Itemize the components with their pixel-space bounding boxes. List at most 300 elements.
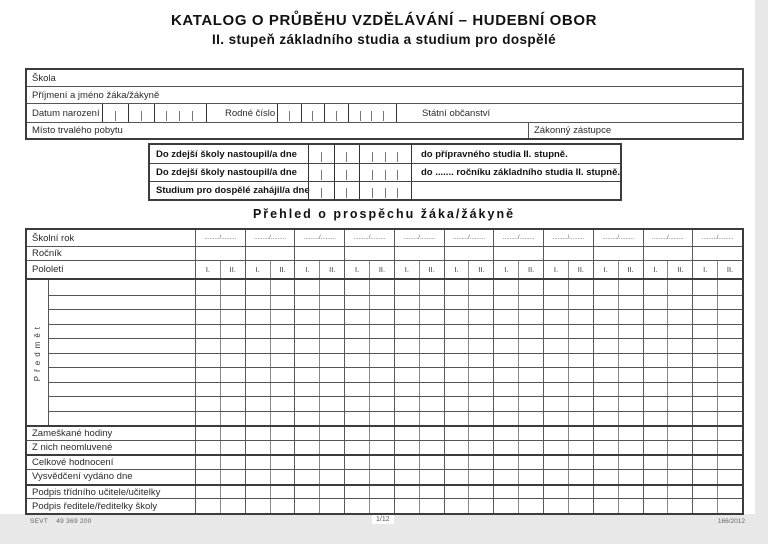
summary-cell bbox=[643, 427, 668, 440]
grade-cell bbox=[518, 339, 543, 353]
summary-cell bbox=[294, 499, 319, 513]
digit-box bbox=[142, 104, 155, 122]
grade-cell bbox=[717, 325, 742, 339]
grade-cell bbox=[419, 383, 444, 397]
grade-cell bbox=[543, 397, 568, 411]
digit-box bbox=[372, 104, 384, 122]
grade-cell bbox=[667, 412, 692, 426]
summary-cell bbox=[543, 470, 568, 484]
grade-cell bbox=[319, 325, 344, 339]
summary-cell bbox=[394, 441, 419, 455]
summary-cell bbox=[195, 499, 220, 513]
summary-cell bbox=[543, 499, 568, 513]
grade-cell bbox=[319, 383, 344, 397]
summary-cell bbox=[294, 441, 319, 455]
grade-cell bbox=[270, 354, 295, 368]
grade-cell bbox=[319, 310, 344, 324]
grade-cell bbox=[444, 310, 469, 324]
grade-cell bbox=[245, 412, 270, 426]
digit-box bbox=[360, 182, 373, 199]
grade-cell bbox=[294, 397, 319, 411]
grade-cell bbox=[419, 397, 444, 411]
summary-cell bbox=[195, 456, 220, 469]
grade-cell bbox=[294, 354, 319, 368]
grade-cell bbox=[444, 354, 469, 368]
summary-cell bbox=[369, 486, 394, 499]
enrollment-label: Do zdejší školy nastoupil/a dne bbox=[156, 148, 297, 160]
semester-cell: I. bbox=[543, 261, 568, 278]
grade-cell bbox=[294, 296, 319, 310]
summary-cell bbox=[369, 427, 394, 440]
grade-cell bbox=[344, 296, 369, 310]
digit-box bbox=[335, 182, 348, 199]
year-cell: ........./......... bbox=[543, 230, 593, 246]
semester-cell: I. bbox=[344, 261, 369, 278]
summary-cell bbox=[543, 427, 568, 440]
summary-cell bbox=[369, 470, 394, 484]
grade-cell bbox=[667, 296, 692, 310]
summary-cell bbox=[568, 441, 593, 455]
semester-cell: I. bbox=[394, 261, 419, 278]
summary-cell bbox=[568, 499, 593, 513]
summary-cell bbox=[717, 470, 742, 484]
grade-cell bbox=[643, 368, 668, 382]
semester-cell: II. bbox=[618, 261, 643, 278]
semester-cell: II. bbox=[717, 261, 742, 278]
grade-cell bbox=[319, 280, 344, 295]
grade-cell bbox=[344, 397, 369, 411]
semester-row bbox=[27, 260, 742, 278]
digit-box bbox=[386, 182, 399, 199]
scan-edge-right bbox=[755, 0, 768, 544]
summary-cell bbox=[319, 427, 344, 440]
grade-cell bbox=[593, 383, 618, 397]
summary-cell bbox=[319, 456, 344, 469]
grade-cell bbox=[543, 368, 568, 382]
semester-label: Pololetí bbox=[32, 264, 64, 275]
grade-cell bbox=[593, 368, 618, 382]
grade-cell bbox=[468, 397, 493, 411]
grades-heading: Přehled o prospěchu žáka/žákyně bbox=[252, 207, 516, 221]
digit-box bbox=[193, 104, 206, 122]
grade-cell bbox=[568, 339, 593, 353]
grade-cell bbox=[618, 296, 643, 310]
grade-cell bbox=[195, 296, 220, 310]
grade-cell bbox=[220, 354, 245, 368]
digit-box bbox=[361, 104, 373, 122]
year-cell bbox=[593, 247, 643, 260]
enrollment-suffix: do přípravného studia II. stupně. bbox=[421, 148, 568, 160]
semester-cell: II. bbox=[568, 261, 593, 278]
grade-cell bbox=[568, 325, 593, 339]
semester-cell: II. bbox=[220, 261, 245, 278]
grade-cell bbox=[618, 325, 643, 339]
summary-cell bbox=[543, 456, 568, 469]
summary-cell bbox=[270, 499, 295, 513]
summary-row-label: Zameškané hodiny bbox=[32, 427, 113, 439]
summary-cell bbox=[344, 441, 369, 455]
summary-cell bbox=[444, 470, 469, 484]
summary-cell bbox=[369, 499, 394, 513]
semester-cell: I. bbox=[195, 261, 220, 278]
summary-cell bbox=[394, 427, 419, 440]
grade-level-label: Ročník bbox=[32, 248, 62, 259]
grade-cell bbox=[319, 368, 344, 382]
grade-cell bbox=[394, 280, 419, 295]
summary-row bbox=[27, 498, 742, 513]
digit-box bbox=[398, 164, 411, 181]
semester-cell: II. bbox=[369, 261, 394, 278]
semester-cell: II. bbox=[319, 261, 344, 278]
grade-cell bbox=[344, 368, 369, 382]
grade-cell bbox=[593, 296, 618, 310]
enrollment-suffix: do ....... ročníku základního studia II. stupně. bbox=[421, 167, 620, 178]
summary-cell bbox=[667, 456, 692, 469]
grade-cell bbox=[493, 296, 518, 310]
summary-cell bbox=[245, 427, 270, 440]
grade-cell bbox=[643, 412, 668, 426]
grade-cell bbox=[419, 296, 444, 310]
summary-cell bbox=[717, 499, 742, 513]
summary-cell bbox=[643, 499, 668, 513]
grade-cell bbox=[270, 397, 295, 411]
summary-cell bbox=[618, 427, 643, 440]
subject-row bbox=[49, 411, 742, 426]
subject-name-cell bbox=[49, 383, 195, 397]
grade-cell bbox=[667, 368, 692, 382]
summary-cell bbox=[568, 427, 593, 440]
subject-name-cell bbox=[49, 397, 195, 411]
grade-cell bbox=[643, 397, 668, 411]
digit-box bbox=[384, 104, 396, 122]
summary-cell bbox=[667, 427, 692, 440]
birth-date-boxes bbox=[102, 104, 207, 122]
summary-cell bbox=[294, 470, 319, 484]
summary-cell bbox=[717, 486, 742, 499]
grade-cell bbox=[444, 397, 469, 411]
subject-row bbox=[49, 353, 742, 368]
grade-cell bbox=[270, 412, 295, 426]
grade-cell bbox=[394, 339, 419, 353]
grade-cell bbox=[568, 280, 593, 295]
summary-cell bbox=[369, 441, 394, 455]
grade-cell bbox=[220, 397, 245, 411]
summary-cell bbox=[394, 456, 419, 469]
grade-cell bbox=[692, 310, 717, 324]
grade-cell bbox=[493, 339, 518, 353]
grade-cell bbox=[444, 412, 469, 426]
summary-cell bbox=[319, 441, 344, 455]
year-cell bbox=[543, 247, 593, 260]
grade-cell bbox=[344, 383, 369, 397]
summary-cell bbox=[270, 486, 295, 499]
summary-cell bbox=[518, 427, 543, 440]
grade-cell bbox=[195, 325, 220, 339]
grade-cell bbox=[369, 397, 394, 411]
summary-cell bbox=[245, 486, 270, 499]
digit-box bbox=[373, 182, 386, 199]
address-row bbox=[27, 122, 742, 138]
grade-cell bbox=[294, 368, 319, 382]
summary-cell bbox=[394, 470, 419, 484]
digit-box bbox=[103, 104, 116, 122]
summary-cell bbox=[618, 486, 643, 499]
summary-cell bbox=[468, 456, 493, 469]
grade-cell bbox=[419, 310, 444, 324]
grade-cell bbox=[419, 412, 444, 426]
subject-name-cell bbox=[49, 339, 195, 353]
grade-level-row bbox=[27, 246, 742, 260]
grade-cell bbox=[518, 325, 543, 339]
summary-cell bbox=[643, 456, 668, 469]
summary-cell bbox=[394, 499, 419, 513]
grade-cell bbox=[195, 412, 220, 426]
grade-cell bbox=[593, 354, 618, 368]
semester-cell: I. bbox=[493, 261, 518, 278]
digit-box bbox=[398, 145, 411, 163]
subject-name-cell bbox=[49, 325, 195, 339]
summary-cell bbox=[593, 427, 618, 440]
grade-cell bbox=[394, 296, 419, 310]
grade-cell bbox=[643, 310, 668, 324]
form-edition: 166/2012 bbox=[717, 518, 745, 525]
summary-cell bbox=[717, 441, 742, 455]
grade-cell bbox=[220, 325, 245, 339]
summary-cell bbox=[493, 456, 518, 469]
grade-cell bbox=[394, 310, 419, 324]
grade-cell bbox=[643, 339, 668, 353]
grade-cell bbox=[568, 310, 593, 324]
year-cell: ........./......... bbox=[593, 230, 643, 246]
grade-cell bbox=[692, 280, 717, 295]
subject-column-header bbox=[27, 280, 49, 425]
grade-cell bbox=[692, 383, 717, 397]
summary-cell bbox=[444, 427, 469, 440]
grade-cell bbox=[419, 354, 444, 368]
summary-cell bbox=[543, 441, 568, 455]
enrollment-row bbox=[150, 145, 620, 163]
grade-cell bbox=[493, 383, 518, 397]
birth-date-label: Datum narození bbox=[32, 107, 100, 119]
grade-cell bbox=[245, 296, 270, 310]
page-number: 1/12 bbox=[372, 515, 394, 524]
digit-box bbox=[337, 104, 349, 122]
grade-cell bbox=[344, 354, 369, 368]
digit-box bbox=[322, 145, 335, 163]
grade-cell bbox=[319, 339, 344, 353]
digit-box bbox=[373, 145, 386, 163]
summary-cell bbox=[195, 470, 220, 484]
grade-cell bbox=[717, 339, 742, 353]
summary-cell bbox=[245, 470, 270, 484]
semester-cell: I. bbox=[692, 261, 717, 278]
digit-box bbox=[322, 164, 335, 181]
summary-cell bbox=[294, 486, 319, 499]
year-cell bbox=[294, 247, 344, 260]
grade-cell bbox=[319, 397, 344, 411]
grade-cell bbox=[717, 296, 742, 310]
grade-cell bbox=[643, 383, 668, 397]
summary-row bbox=[27, 484, 742, 499]
digit-box bbox=[335, 164, 348, 181]
grade-cell bbox=[444, 339, 469, 353]
enrollment-suffix bbox=[412, 182, 620, 199]
grade-cell bbox=[543, 280, 568, 295]
grade-cell bbox=[667, 280, 692, 295]
grade-cell bbox=[394, 325, 419, 339]
summary-cell bbox=[518, 499, 543, 513]
page-subtitle: II. stupeň základního studia a studium pro dospělé bbox=[211, 32, 557, 47]
grade-cell bbox=[270, 280, 295, 295]
summary-cell bbox=[468, 486, 493, 499]
summary-cell bbox=[667, 499, 692, 513]
year-cell bbox=[643, 247, 693, 260]
grade-cell bbox=[444, 383, 469, 397]
summary-cell bbox=[692, 427, 717, 440]
grade-cell bbox=[493, 280, 518, 295]
residence-label: Místo trvalého pobytu bbox=[32, 125, 123, 136]
grade-cell bbox=[667, 339, 692, 353]
grade-cell bbox=[593, 412, 618, 426]
grade-cell bbox=[294, 412, 319, 426]
summary-cell bbox=[593, 470, 618, 484]
summary-cell bbox=[692, 486, 717, 499]
summary-cell bbox=[419, 427, 444, 440]
grade-cell bbox=[195, 368, 220, 382]
summary-cell bbox=[270, 470, 295, 484]
digit-box bbox=[373, 164, 386, 181]
summary-cell bbox=[220, 456, 245, 469]
grade-cell bbox=[294, 280, 319, 295]
grade-cell bbox=[518, 368, 543, 382]
grade-cell bbox=[369, 280, 394, 295]
school-year-label: Školní rok bbox=[32, 232, 75, 244]
summary-cell bbox=[344, 427, 369, 440]
guardian-label: Zákonný zástupce bbox=[528, 123, 742, 138]
digit-box bbox=[360, 145, 373, 163]
subject-vertical-label: Předmět bbox=[33, 323, 42, 382]
summary-cell bbox=[618, 499, 643, 513]
grade-cell bbox=[369, 339, 394, 353]
grade-cell bbox=[245, 368, 270, 382]
grade-cell bbox=[294, 339, 319, 353]
summary-cell bbox=[444, 486, 469, 499]
grade-cell bbox=[195, 339, 220, 353]
grade-cell bbox=[717, 383, 742, 397]
summary-cell bbox=[643, 486, 668, 499]
summary-row-label: Celkové hodnocení bbox=[32, 457, 114, 469]
grade-cell bbox=[468, 310, 493, 324]
summary-cell bbox=[195, 427, 220, 440]
grade-cell bbox=[692, 296, 717, 310]
grade-cell bbox=[220, 280, 245, 295]
summary-cell bbox=[220, 427, 245, 440]
grade-cell bbox=[394, 412, 419, 426]
summary-cell bbox=[220, 470, 245, 484]
semester-cell: II. bbox=[667, 261, 692, 278]
subject-row bbox=[49, 367, 742, 382]
grade-cell bbox=[220, 368, 245, 382]
grade-cell bbox=[493, 310, 518, 324]
summary-row-label: Podpis třídního učitele/učitelky bbox=[32, 486, 161, 498]
summary-cell bbox=[245, 456, 270, 469]
form-code-prefix: SEVT bbox=[30, 518, 49, 525]
grades-table bbox=[25, 228, 744, 515]
grade-cell bbox=[245, 397, 270, 411]
subject-row bbox=[49, 338, 742, 353]
grade-cell bbox=[394, 354, 419, 368]
subject-row bbox=[49, 280, 742, 295]
grade-cell bbox=[195, 397, 220, 411]
grade-cell bbox=[543, 412, 568, 426]
summary-row bbox=[27, 440, 742, 455]
grade-cell bbox=[369, 325, 394, 339]
digit-box bbox=[398, 182, 411, 199]
semester-cell: I. bbox=[245, 261, 270, 278]
grade-cell bbox=[667, 354, 692, 368]
digit-box bbox=[309, 164, 322, 181]
grade-cell bbox=[444, 280, 469, 295]
summary-cell bbox=[270, 456, 295, 469]
student-info-table bbox=[25, 68, 744, 140]
summary-cell bbox=[319, 486, 344, 499]
digit-box bbox=[116, 104, 129, 122]
grade-cell bbox=[667, 325, 692, 339]
summary-cell bbox=[195, 441, 220, 455]
year-cell bbox=[195, 247, 245, 260]
grade-cell bbox=[270, 296, 295, 310]
grade-cell bbox=[245, 354, 270, 368]
grade-cell bbox=[394, 368, 419, 382]
summary-cell bbox=[717, 427, 742, 440]
grade-cell bbox=[270, 368, 295, 382]
page-title: KATALOG O PRŮBĚHU VZDĚLÁVÁNÍ – HUDEBNÍ OBOR bbox=[170, 12, 598, 29]
grade-cell bbox=[444, 325, 469, 339]
grade-cell bbox=[369, 412, 394, 426]
enrollment-date-boxes bbox=[308, 145, 412, 163]
grade-cell bbox=[717, 310, 742, 324]
digit-box bbox=[386, 164, 399, 181]
grade-cell bbox=[543, 339, 568, 353]
grade-cell bbox=[220, 339, 245, 353]
enrollment-date-boxes bbox=[308, 182, 412, 199]
grade-cell bbox=[568, 296, 593, 310]
grade-cell bbox=[419, 325, 444, 339]
grade-cell bbox=[518, 296, 543, 310]
year-cell bbox=[245, 247, 295, 260]
summary-cell bbox=[344, 486, 369, 499]
summary-cell bbox=[468, 470, 493, 484]
summary-cell bbox=[220, 499, 245, 513]
grade-cell bbox=[667, 310, 692, 324]
digit-box bbox=[180, 104, 193, 122]
summary-cell bbox=[692, 441, 717, 455]
semester-cell: I. bbox=[294, 261, 319, 278]
grade-cell bbox=[618, 397, 643, 411]
grade-cell bbox=[344, 310, 369, 324]
grade-cell bbox=[618, 368, 643, 382]
summary-rows bbox=[27, 425, 742, 513]
digit-box bbox=[325, 104, 337, 122]
summary-cell bbox=[220, 441, 245, 455]
grade-cell bbox=[319, 412, 344, 426]
grade-cell bbox=[568, 412, 593, 426]
summary-cell bbox=[692, 470, 717, 484]
summary-cell bbox=[667, 441, 692, 455]
year-cell: ........./......... bbox=[643, 230, 693, 246]
grade-cell bbox=[468, 296, 493, 310]
grade-cell bbox=[195, 310, 220, 324]
